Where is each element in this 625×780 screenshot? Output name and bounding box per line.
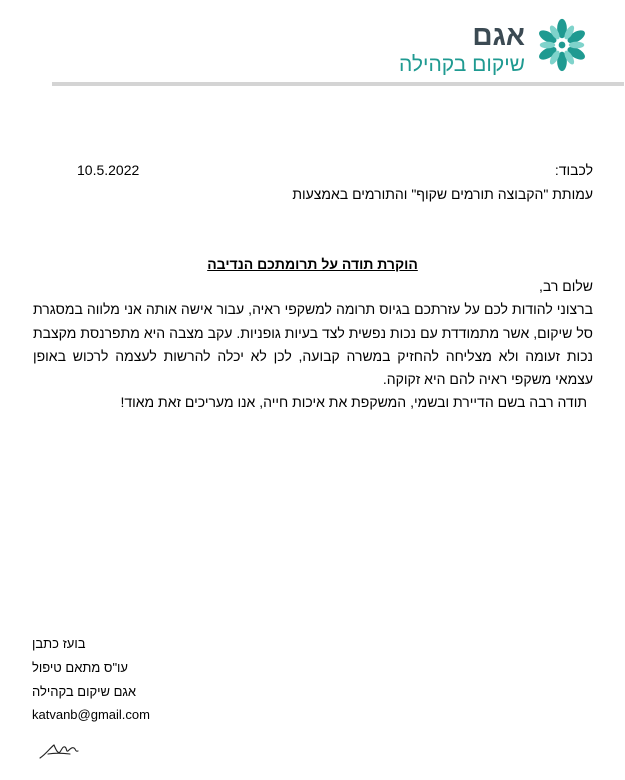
signer-name: בועז כתבן bbox=[32, 636, 86, 651]
recipient-line: עמותת "הקבוצה תורמים שקוף" והתורמים באמצעות bbox=[292, 186, 593, 202]
letter-body bbox=[33, 275, 593, 415]
logo-name: אגם bbox=[472, 20, 525, 51]
flower-logo-icon bbox=[533, 16, 591, 74]
header-divider bbox=[52, 82, 624, 86]
body-paragraph: ברצוני להודות לכם על עזרתכם בגיוס תרומה למשקפי ראיה, עבור אישה אותה אני מלווה במסגרת סל שיקום, אשר מתמודדת עם נכות נפשית לצד בעיות גופניות. עקב מצבה היא מתפרנסת מקצבת נכות זעומה ולא מצליחה להחזיק במשרה קבועה, לכן לא יכלה להרשות לעצמה לרכוש באופן עצמאי משקפי ראיה להם היא זקוקה. bbox=[33, 301, 593, 388]
closing-line: תודה רבה בשם הדיירת ובשמי, המשקפת את איכות חייה, אנו מעריכים זאת מאוד! bbox=[120, 394, 587, 411]
to-label: לכבוד: bbox=[554, 162, 593, 178]
letter-date: 10.5.2022 bbox=[77, 162, 140, 178]
logo bbox=[371, 16, 591, 76]
signer-role: עו"ס מתאם טיפול bbox=[32, 660, 128, 675]
logo-tagline: שיקום בקהילה bbox=[398, 53, 525, 76]
letter-subject: הוקרת תודה על תרומתכם הנדיבה bbox=[207, 256, 418, 272]
signer-organization: אגם שיקום בקהילה bbox=[32, 684, 137, 699]
handwritten-signature-icon bbox=[36, 734, 86, 762]
greeting: שלום רב, bbox=[539, 278, 593, 294]
signer-email[interactable]: katvanb@gmail.com bbox=[32, 707, 150, 722]
